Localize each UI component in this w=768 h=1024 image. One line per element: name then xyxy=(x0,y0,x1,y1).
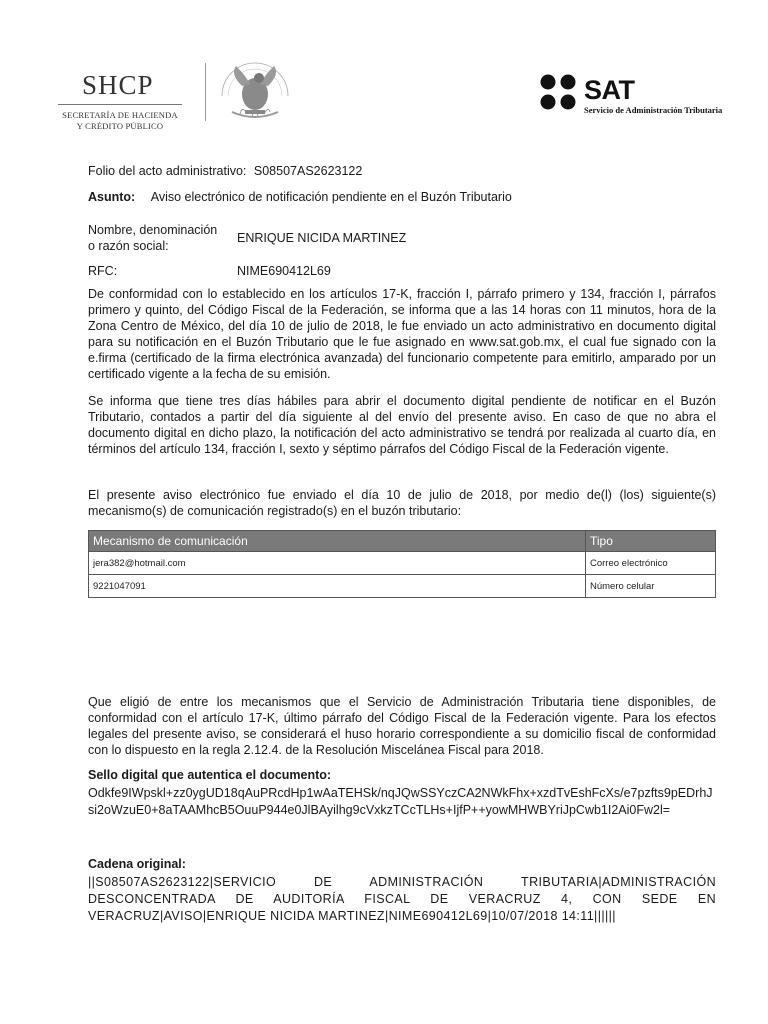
nombre-label-line1: Nombre, denominación xyxy=(88,223,218,237)
asunto-row xyxy=(88,189,512,205)
table-header-mecanismo: Mecanismo de comunicación xyxy=(89,531,586,552)
paragraph-deadline: Se informa que tiene tres días hábiles para abrir el documento digital pendiente de notificar en el Buzón Tributario, contados a partir del día siguiente al del envío del presente aviso. En caso de que no abra el documento digital en dicho plazo, la notificación del acto administrativo se tendrá por realizada al cuarto día, en términos del artículo 134, fracción I, sexto y séptimo párrafos del Código Fiscal de la Federación vigente. xyxy=(88,394,716,456)
asunto-label: Asunto: xyxy=(88,190,136,204)
paragraph-mechanisms-intro: El presente aviso electrónico fue enviado el día 10 de julio de 2018, por medio de(l) (los) siguiente(s) mecanismo(s) de comunicación registrado(s) en el buzón tributario: xyxy=(88,488,716,518)
rfc-value: NIME690412L69 xyxy=(237,264,331,278)
table-cell-mecanismo: jera382@hotmail.com xyxy=(89,552,586,575)
shcp-logo-text: SHCP xyxy=(82,70,154,100)
nombre-label xyxy=(88,222,217,254)
table-header-row xyxy=(89,531,716,552)
sat-logo-text: SAT xyxy=(584,75,635,105)
sat-logo-icon xyxy=(538,72,584,112)
sello-label: Sello digital que autentica el documento: xyxy=(88,768,332,782)
table-header-tipo: Tipo xyxy=(586,531,716,552)
asunto-value: Aviso electrónico de notificación pendiente en el Buzón Tributario xyxy=(150,190,512,204)
folio-value: S08507AS2623122 xyxy=(253,164,363,178)
shcp-divider-line xyxy=(58,104,182,105)
table-cell-mecanismo: 9221047091 xyxy=(89,575,586,598)
sello-value: Odkfe9IWpskl+zz0ygUD18qAuPRcdHp1wAaTEHSk/nqJQwSSYczCA2NWkFhx+xzdTvEshFcXs/e7pzfts9pEDrhJsi2oWzuE0+8aTAAMhcB5OuuP944e0JlBAyilhg9cVxkzTCcTLHs+IjfP++yowMHWBYriJpCwb1I2Ai0Fw2l= xyxy=(88,786,713,817)
mexico-seal-icon xyxy=(212,56,298,130)
cadena-label: Cadena original: xyxy=(88,857,186,871)
table-row xyxy=(89,552,716,575)
shcp-subtitle xyxy=(58,110,182,132)
folio-row xyxy=(88,163,362,179)
table-cell-tipo: Correo electrónico xyxy=(586,552,716,575)
table-cell-tipo: Número celular xyxy=(586,575,716,598)
cadena-value: ||S08507AS2623122|SERVICIO DE ADMINISTRACIÓN TRIBUTARIA|ADMINISTRACIÓN DESCONCENTRADA DE AUDITORÍA FISCAL DE VERACRUZ 4, CON SEDE EN VERACRUZ|AVISO|ENRIQUE NICIDA MARTINEZ|NIME690412L69|10/07/2018 14:11|||||| xyxy=(88,875,716,923)
sat-subtitle: Servicio de Administración Tributaria xyxy=(584,105,723,115)
nombre-value: ENRIQUE NICIDA MARTINEZ xyxy=(237,231,407,245)
nombre-label-line2: o razón social: xyxy=(88,239,169,253)
paragraph-legal-effects: Que eligió de entre los mecanismos que el Servicio de Administración Tributaria tiene disponibles, de conformidad con el artículo 17-K, último párrafo del Código Fiscal de la Federación vigente. Para los efectos legales del presente aviso, se considerará el huso horario correspondiente a su domicilio fiscal de conformidad con lo dispuesto en la regla 2.12.4. de la Resolución Miscelánea Fiscal para 2018. xyxy=(88,695,716,757)
folio-label: Folio del acto administrativo: xyxy=(88,164,247,178)
shcp-subtitle-line1: SECRETARÍA DE HACIENDA xyxy=(62,110,178,120)
header-vertical-divider xyxy=(205,63,206,121)
rfc-label: RFC: xyxy=(88,264,118,278)
shcp-subtitle-line2: Y CRÉDITO PÚBLICO xyxy=(76,121,164,131)
paragraph-notification: De conformidad con lo establecido en los artículos 17-K, fracción I, párrafo primero y 134, fracción I, párrafos primero y quinto, del Código Fiscal de la Federación, se informa que a las 14 horas con 11 minutos, hora de la Zona Centro de México, del día 10 de julio de 2018, le fue enviado un acto administrativo en documento digital para su notificación en el Buzón Tributario que le fue asignado en www.sat.gob.mx, el cual fue signado con la e.firma (certificado de la firma electrónica avanzada) del funcionario competente para emitirlo, amparado por un certificado vigente a la fecha de su emisión. xyxy=(88,287,716,381)
table-row xyxy=(89,575,716,598)
mechanisms-table xyxy=(88,530,716,598)
